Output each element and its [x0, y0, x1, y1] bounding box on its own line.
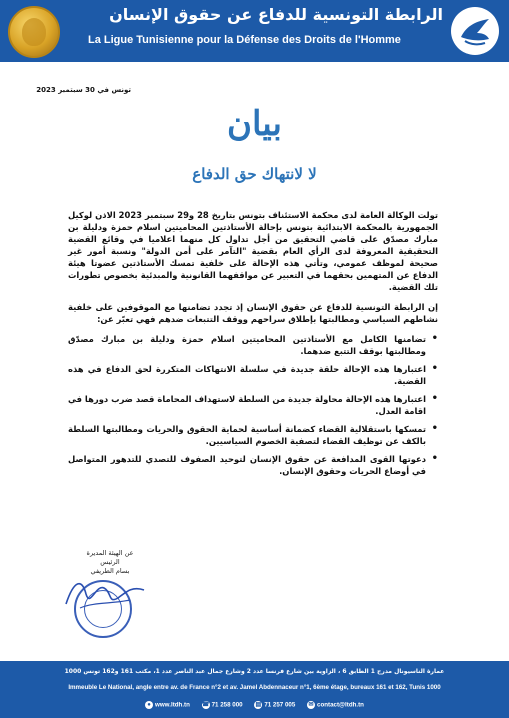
footer: [0, 661, 509, 718]
statement-title: بيان: [226, 104, 283, 144]
fax-icon: ▤: [255, 702, 262, 708]
website-contact[interactable]: [145, 701, 190, 709]
org-name-french: La Ligue Tunisienne pour la Défense des Droits de l'Homme: [88, 34, 401, 46]
ltdh-dove-logo-icon: [451, 7, 499, 55]
document-date: تونس في 30 سبتمبر 2023: [36, 86, 131, 94]
fax-contact: [254, 701, 295, 709]
contact-bar: [0, 701, 509, 709]
globe-icon: ●: [145, 701, 153, 709]
demands-list: [68, 333, 438, 477]
list-item: • دعوتها القوى المدافعة عن حقوق الإنسان لتوحيد الصفوف للتصدي للتدهور المتواصل في أوضاع الحريات وحقوق الإنسان.: [68, 453, 438, 477]
list-item: • تمسكها باستقلالية القضاء كضمانة أساسية لحماية الحقوق والحريات ومطالبتها السلطة بالكف عن توظيف القضاء لتصفية الخصوم السياسيين.: [68, 423, 438, 447]
list-item: • تضامنها الكامل مع الأستاذتين المحاميتين اسلام حمزة ودليلة بن مبارك مصدّق ومطالبتها بوقف التتبع ضدهما.: [68, 333, 438, 357]
email-link[interactable]: contact@ltdh.tn: [317, 701, 364, 709]
handwritten-signature: [60, 574, 150, 614]
phone-contact: [202, 701, 243, 709]
letterhead: [0, 0, 509, 62]
signature-block: [70, 549, 150, 576]
statement-subtitle: لا لانتهاك حق الدفاع: [192, 165, 317, 183]
website-link[interactable]: www.ltdh.tn: [155, 701, 190, 709]
org-name-arabic: الرابطة التونسية للدفاع عن حقوق الإنسان: [109, 5, 443, 24]
paragraph: إن الرابطة التونسية للدفاع عن حقوق الإنسان إذ تجدد تضامنها مع الموقوفين على خلفية نشاطهم السياسي ومطالبتها بإطلاق سراحهم ووقف التتبعات ضدهم فهي تعبّر عن:: [68, 302, 438, 324]
address-arabic: عمارة الناسيونال مدرج 1 الطابق 6 ، الزاوية بين شارع فرنسا عدد 2 وشارع جمال عبد الناصر عدد 1، مكتب 161 و162 تونس 1000: [64, 668, 445, 675]
signature-line: بسام الطريفي: [90, 567, 130, 575]
signature-line: عن الهيئة المديرة: [86, 549, 134, 557]
fax-number: 71 257 005: [264, 701, 296, 709]
email-contact[interactable]: [307, 701, 364, 709]
paragraph: تولت الوكالة العامة لدى محكمة الاستئناف بتونس بتاريخ 28 و29 سبتمبر 2023 الاذن لوكيل الجمهورية بالمحكمة الابتدائية بتونس بإحالة الأستاذتين المحاميتين اسلام حمزة ودليلة بن مبارك مصدّق على قاضي التحقيق من أجل تداول كل منهما اعلاميا في وقائع القضية التحقيقية المعروفة لدى الرأي العام بقضية "التآمر على أمن الدولة" ونسبة أمور غير صحيحة لموظف عمومي، وتأتي هذه الإحالة على خلفية تمسك الأستاذتين عضوتا هيئة الدفاع عن المتهمين بحقهما في التعبير عن مواقفهما القانونية والمبدئية بخصوص تطورات تلك القضية.: [68, 210, 439, 292]
list-item: • اعتبارها هذه الإحالة حلقة جديدة في سلسلة الانتهاكات المتكررة لحق الدفاع في هذه القضية.: [68, 363, 438, 387]
mail-icon: ✉: [308, 702, 314, 708]
address-french: Immeuble Le National, angle entre av. de France n°2 et av. Jamel Abdennaceur n°1, 6ème étage, bureaux 161 et 162, Tunis 1000: [68, 684, 441, 691]
list-item: • اعتبارها هذه الإحالة محاولة جديدة من السلطة لاستهداف المحاماة قصد ضرب دورها في اقامة العدل.: [68, 393, 438, 417]
statement-body: [68, 209, 438, 483]
phone-icon: ☎: [201, 702, 210, 708]
nobel-medal-icon: [8, 6, 60, 58]
phone-number: 71 258 000: [211, 701, 243, 709]
signature-line: الرئيس: [100, 558, 120, 566]
